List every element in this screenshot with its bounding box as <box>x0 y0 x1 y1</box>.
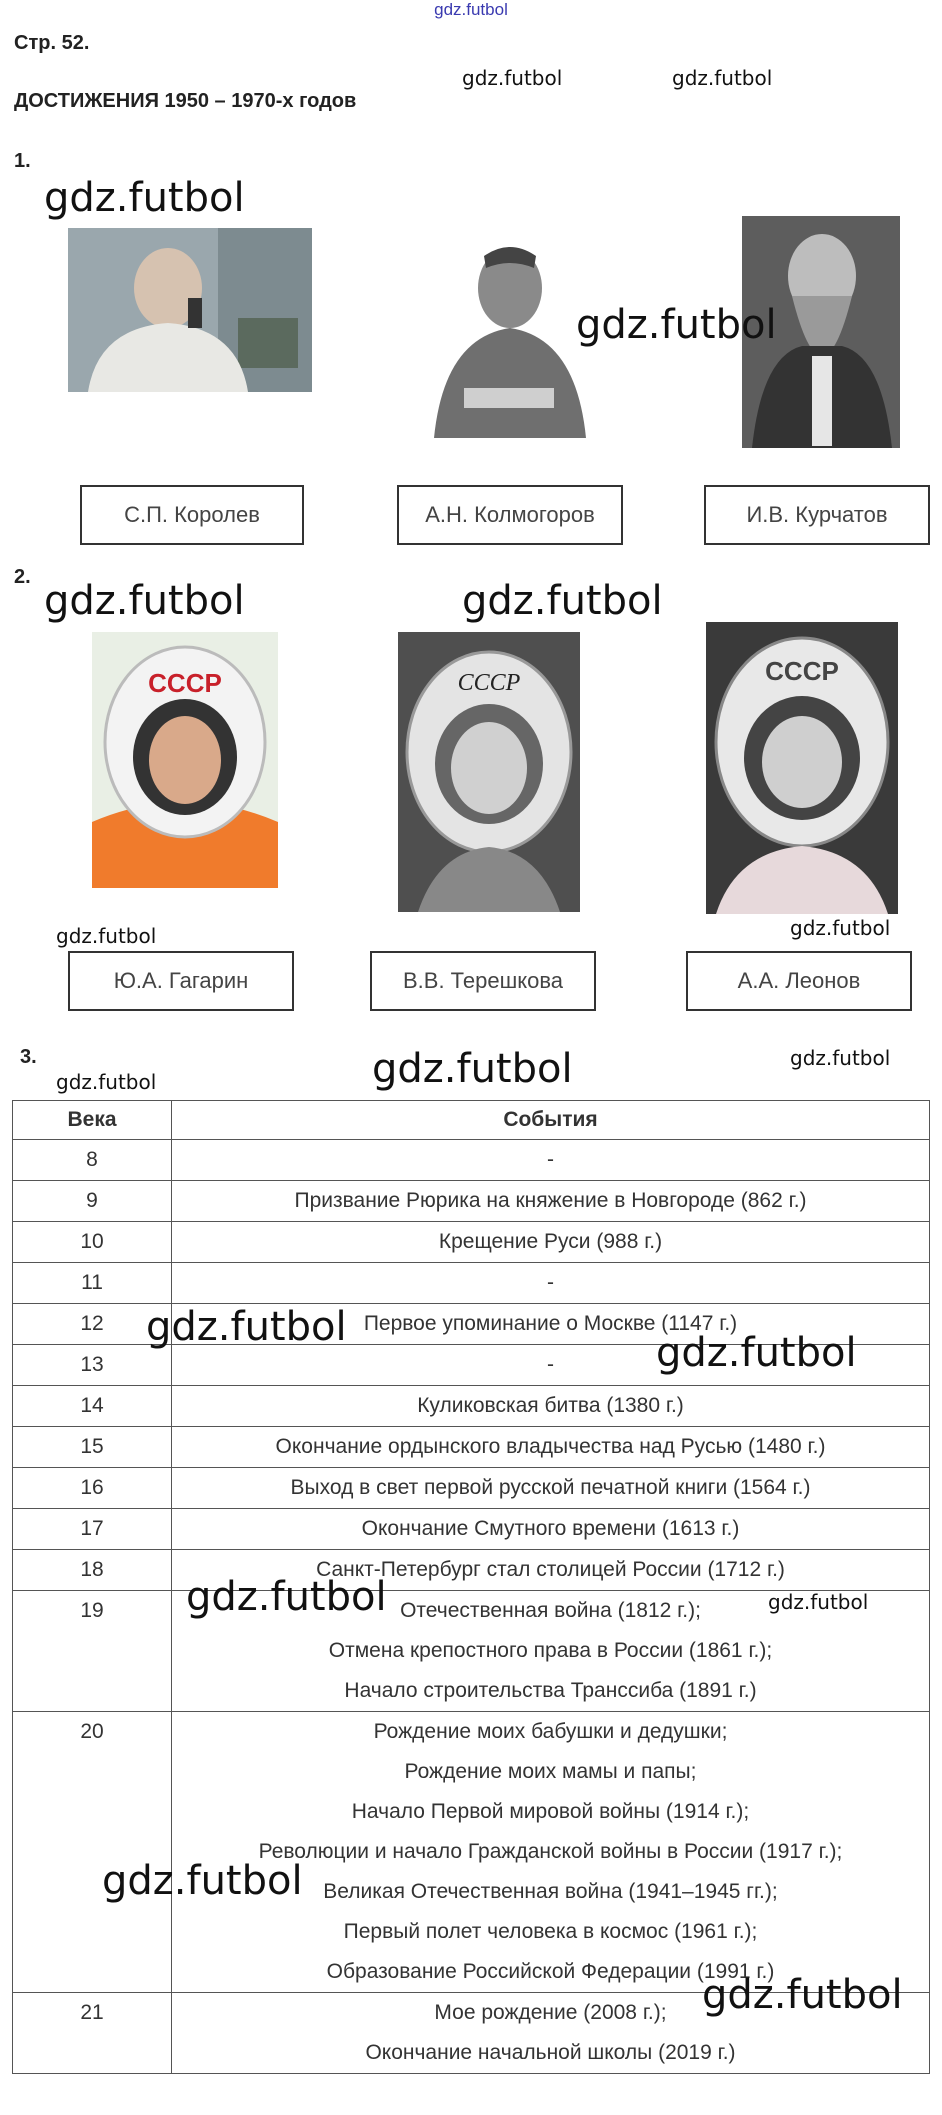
events-cell <box>172 1181 930 1222</box>
events-header: События <box>172 1101 930 1140</box>
person-name: А.Н. Колмогоров <box>425 502 595 527</box>
photo-korolev <box>68 228 312 392</box>
events-cell <box>172 1468 930 1509</box>
person-name: А.А. Леонов <box>737 968 861 993</box>
top-watermark-link[interactable]: gdz.futbol <box>434 0 508 19</box>
watermark: gdz.futbol <box>56 1070 157 1094</box>
event-text: - <box>547 1271 554 1294</box>
table-row <box>13 1263 930 1304</box>
event-text: Начало строительства Транссиба (1891 г.) <box>344 1679 757 1702</box>
table-row <box>13 1427 930 1468</box>
century-cell <box>13 1222 172 1263</box>
century-value: 13 <box>80 1353 104 1376</box>
watermark: gdz.futbol <box>56 924 157 948</box>
history-table <box>12 1100 930 2074</box>
table-row <box>13 1712 930 1993</box>
watermark: gdz.futbol <box>790 916 891 940</box>
photo-tereshkova <box>398 632 580 912</box>
century-cell <box>13 1468 172 1509</box>
events-cell <box>172 1263 930 1304</box>
events-cell <box>172 1712 930 1993</box>
event-text: Выход в свет первой русской печатной книги (1564 г.) <box>290 1476 811 1499</box>
event-text: Первое упоминание о Москве (1147 г.) <box>363 1312 738 1335</box>
watermark: gdz.futbol <box>462 578 663 624</box>
helmet-text: СССР <box>765 656 839 686</box>
century-value: 17 <box>80 1517 104 1540</box>
century-cell <box>13 1140 172 1181</box>
event-text: Образование Российской Федерации (1991 г.) <box>326 1960 775 1983</box>
table-row <box>13 1386 930 1427</box>
event-text: Отечественная война (1812 г.); <box>400 1599 701 1622</box>
person-name: В.В. Терешкова <box>402 968 564 993</box>
person-name: Ю.А. Гагарин <box>113 968 249 993</box>
page-label: Стр. 52. <box>14 32 90 54</box>
century-cell <box>13 1993 172 2074</box>
watermark: gdz.futbol <box>102 1858 303 1904</box>
watermark: gdz.futbol <box>790 1046 891 1070</box>
century-cell <box>13 1263 172 1304</box>
event-text: Санкт-Петербург стал столицей России (1712 г.) <box>316 1558 785 1581</box>
person-name: С.П. Королев <box>124 502 260 527</box>
name-box-gagarin <box>68 951 294 1011</box>
century-cell <box>13 1345 172 1386</box>
photo-kolmogorov <box>424 228 596 438</box>
name-box-kurchatov <box>704 485 930 545</box>
name-box-leonov <box>686 951 912 1011</box>
table-header-row <box>13 1101 930 1140</box>
watermark: gdz.futbol <box>146 1304 347 1350</box>
table-row <box>13 1222 930 1263</box>
century-cell <box>13 1181 172 1222</box>
event-text: Первый полет человека в космос (1961 г.); <box>343 1920 758 1943</box>
helmet-text: СССР <box>457 670 521 696</box>
section-1-number: 1. <box>14 150 31 172</box>
watermark: gdz.futbol <box>44 175 245 221</box>
event-text: Окончание ордынского владычества над Русью (1480 г.) <box>275 1435 826 1458</box>
events-cell <box>172 1140 930 1181</box>
century-value: 15 <box>80 1435 104 1458</box>
section-2-number: 2. <box>14 566 31 588</box>
event-text: Окончание Смутного времени (1613 г.) <box>361 1517 740 1540</box>
helmet-text: СССР <box>148 668 222 698</box>
event-text: Начало Первой мировой войны (1914 г.); <box>351 1800 750 1823</box>
table-row <box>13 1550 930 1591</box>
event-text: Окончание начальной школы (2019 г.) <box>365 2041 736 2064</box>
century-cell <box>13 1712 172 1993</box>
century-header: Века <box>13 1101 172 1140</box>
person-name: И.В. Курчатов <box>746 502 888 527</box>
century-cell <box>13 1427 172 1468</box>
events-cell <box>172 1509 930 1550</box>
event-text: Отмена крепостного права в России (1861 г.); <box>328 1639 773 1662</box>
century-value: 18 <box>80 1558 104 1581</box>
century-value: 19 <box>80 1599 104 1622</box>
century-cell <box>13 1386 172 1427</box>
events-cell <box>172 1222 930 1263</box>
photo-gagarin <box>92 632 278 888</box>
photo-leonov <box>706 622 898 914</box>
name-box-tereshkova <box>370 951 596 1011</box>
section-3-number: 3. <box>20 1046 37 1068</box>
century-value: 8 <box>86 1148 98 1171</box>
century-value: 11 <box>81 1271 103 1294</box>
table-row <box>13 1468 930 1509</box>
century-value: 21 <box>80 2001 104 2024</box>
watermark: gdz.futbol <box>576 302 777 348</box>
page-heading: ДОСТИЖЕНИЯ 1950 – 1970-х годов <box>14 90 357 112</box>
watermark: gdz.futbol <box>702 1972 903 2018</box>
name-box-korolev <box>80 485 304 545</box>
century-value: 12 <box>80 1312 104 1335</box>
events-cell <box>172 1427 930 1468</box>
century-value: 20 <box>80 1720 104 1743</box>
event-text: Призвание Рюрика на княжение в Новгороде (862 г.) <box>294 1189 807 1212</box>
event-text: Куликовская битва (1380 г.) <box>417 1394 684 1417</box>
event-text: Рождение моих мамы и папы; <box>404 1760 697 1783</box>
century-value: 9 <box>86 1189 98 1212</box>
table-row <box>13 1181 930 1222</box>
event-text: Рождение моих бабушки и дедушки; <box>373 1720 728 1743</box>
watermark: gdz.futbol <box>768 1590 869 1614</box>
century-cell <box>13 1591 172 1712</box>
event-text: - <box>547 1148 554 1171</box>
event-text: Крещение Руси (988 г.) <box>438 1230 663 1253</box>
century-value: 14 <box>80 1394 104 1417</box>
watermark: gdz.futbol <box>186 1574 387 1620</box>
event-text: Революции и начало Гражданской войны в России (1917 г.); <box>258 1840 843 1863</box>
century-cell <box>13 1509 172 1550</box>
watermark: gdz.futbol <box>462 66 563 90</box>
events-cell <box>172 1386 930 1427</box>
century-value: 10 <box>80 1230 104 1253</box>
event-text: Мое рождение (2008 г.); <box>434 2001 667 2024</box>
name-box-kolmogorov <box>397 485 623 545</box>
watermark: gdz.futbol <box>656 1330 857 1376</box>
watermark: gdz.futbol <box>44 578 245 624</box>
century-value: 16 <box>80 1476 104 1499</box>
century-cell <box>13 1550 172 1591</box>
watermark: gdz.futbol <box>372 1046 573 1092</box>
event-text: Великая Отечественная война (1941–1945 гг.); <box>323 1880 778 1903</box>
table-row <box>13 1509 930 1550</box>
table-row <box>13 1140 930 1181</box>
event-text: - <box>547 1353 554 1376</box>
watermark: gdz.futbol <box>672 66 773 90</box>
